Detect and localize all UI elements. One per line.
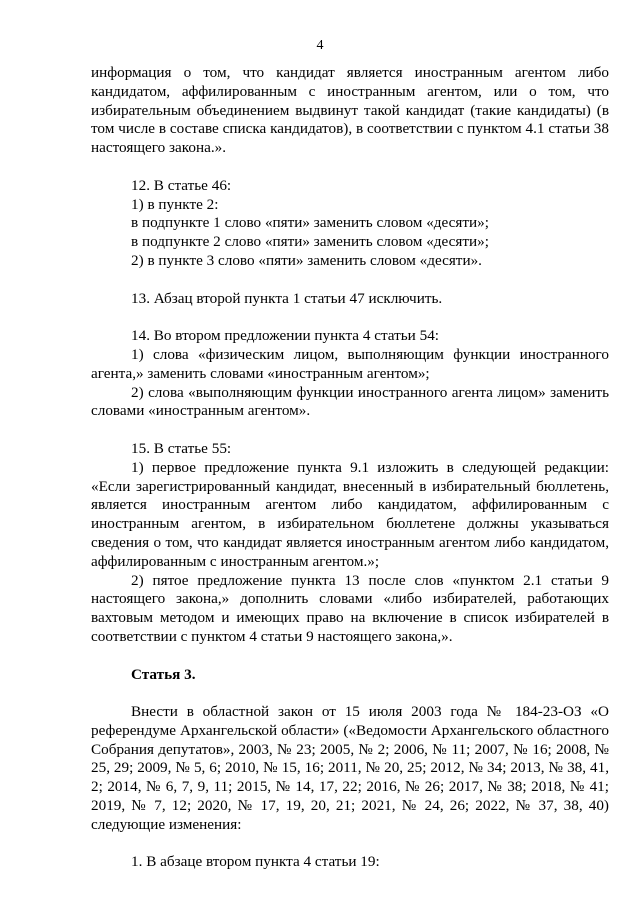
paragraph: 13. Абзац второй пункта 1 статьи 47 исключить.	[131, 289, 443, 307]
paragraph: информация о том, что кандидат является иностранным агентом либо кандидатом, аффилированным с иностранным агентом, или о том, что избирательным объединением выдвинут такой кандидат (такие кандидаты) (в том числе в составе списка кандидатов), в соответствии с пунктом 4.1 статьи 38 настоящего закона.».	[91, 64, 609, 157]
paragraph: в подпункте 1 слово «пяти» заменить словом «десяти»;	[131, 214, 489, 232]
document-body	[91, 64, 609, 872]
paragraph: 1. В абзаце втором пункта 4 статьи 19:	[131, 853, 380, 871]
paragraph-spacer	[91, 158, 609, 177]
paragraph-spacer	[91, 835, 609, 854]
paragraph: 2) в пункте 3 слово «пяти» заменить словом «десяти».	[131, 251, 482, 269]
paragraph: в подпункте 2 слово «пяти» заменить словом «десяти»;	[131, 233, 489, 251]
paragraph: 2) слова «выполняющим функции иностранного агента лицом» заменить словами «иностранным агентом».	[91, 383, 609, 420]
paragraph: Внести в областной закон от 15 июля 2003 года № 184-23-ОЗ «О референдуме Архангельской области» («Ведомости Архангельского областного Собрания депутатов», 2003, № 23; 2005, № 2; 2006, № 11; 2007, № 16; 2008, № 25, 29; 2009, № 5, 6; 2010, № 15, 16; 2011, № 20, 25; 2012, № 34; 2013, № 38, 41, 2; 2014, № 6, 7, 9, 11; 2015, № 14, 17, 22; 2016, № 26; 2017, № 38; 2018, № 41; 2019, № 7, 12; 2020, № 17, 19, 20, 21; 2021, № 24, 26; 2022, № 37, 38, 40) следующие изменения:	[91, 703, 609, 833]
paragraph-spacer	[91, 684, 609, 703]
paragraph-spacer	[91, 421, 609, 440]
paragraph: 1) слова «физическим лицом, выполняющим функции иностранного агента,» заменить словами «иностранным агентом»;	[91, 345, 609, 382]
paragraph-spacer	[91, 271, 609, 290]
page-number: 4	[316, 38, 324, 53]
paragraph-spacer	[91, 647, 609, 666]
paragraph: 12. В статье 46:	[131, 176, 232, 194]
paragraph: 1) в пункте 2:	[131, 195, 219, 213]
paragraph-spacer	[91, 308, 609, 327]
section-heading: Статья 3.	[131, 665, 196, 683]
paragraph: 1) первое предложение пункта 9.1 изложить в следующей редакции: «Если зарегистрированный кандидат, внесенный в избирательный бюллетень, является иностранным агентом либо кандидатом, аффилированным с иностранным агентом, в избирательном бюллетене должны указываться сведения о том, что кандидат является иностранным агентом либо кандидатом, аффилированным с иностранным агентом.»;	[91, 458, 609, 570]
paragraph: 2) пятое предложение пункта 13 после слов «пунктом 2.1 статьи 9 настоящего закона,» дополнить словами «либо избирателей, работающих вахтовым методом и имеющих право на включение в список избирателей в соответствии с пунктом 4 статьи 9 настоящего закона,».	[91, 571, 609, 645]
paragraph: 15. В статье 55:	[131, 439, 232, 457]
paragraph: 14. Во втором предложении пункта 4 статьи 54:	[131, 327, 440, 345]
